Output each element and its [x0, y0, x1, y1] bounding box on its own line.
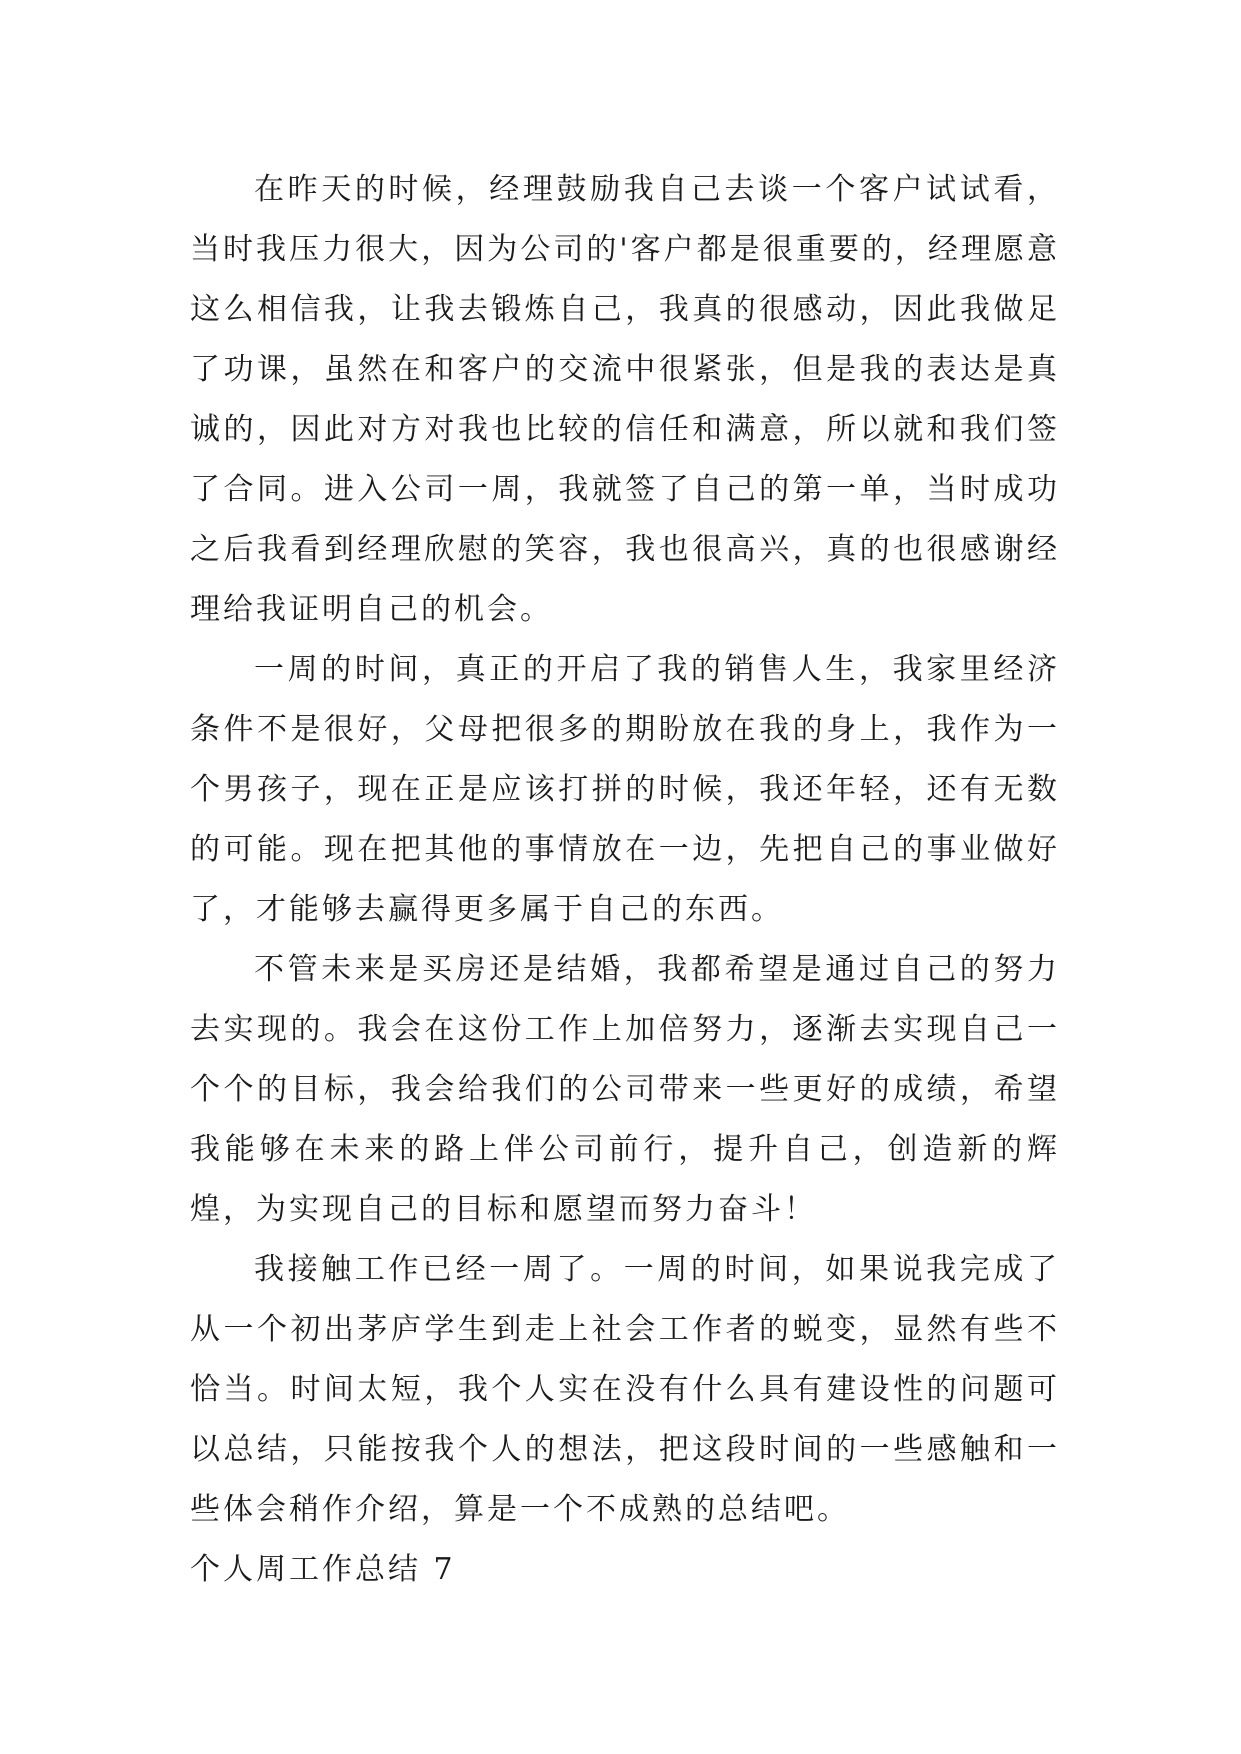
paragraph-2: 一周的时间，真正的开启了我的销售人生，我家里经济条件不是很好，父母把很多的期盼放在我的身上，我作为一个男孩子，现在正是应该打拼的时候，我还年轻，还有无数的可能。现在把其他的事情放在一边，先把自己的事业做好了，才能够去赢得更多属于自己的东西。 — [190, 652, 1060, 927]
paragraph-1: 在昨天的时候，经理鼓励我自己去谈一个客户试试看，当时我压力很大，因为公司的'客户都是很重要的，经理愿意这么相信我，让我去锻炼自己，我真的很感动，因此我做足了功课，虽然在和客户的交流中很紧张，但是我的表达是真诚的，因此对方对我也比较的信任和满意，所以就和我们签了合同。进入公司一周，我就签了自己的第一单，当时成功之后我看到经理欣慰的笑容，我也很高兴，真的也很感谢经理给我证明自己的机会。 — [190, 172, 1060, 627]
document-body — [190, 160, 1060, 1600]
paragraph-4: 我接触工作已经一周了。一周的时间，如果说我完成了从一个初出茅庐学生到走上社会工作者的蜕变，显然有些不恰当。时间太短，我个人实在没有什么具有建设性的问题可以总结，只能按我个人的想法，把这段时间的一些感触和一些体会稍作介绍，算是一个不成熟的总结吧。 — [190, 1252, 1060, 1527]
section-heading: 个人周工作总结 7 — [190, 1552, 456, 1587]
paragraph-3: 不管未来是买房还是结婚，我都希望是通过自己的努力去实现的。我会在这份工作上加倍努力，逐渐去实现自己一个个的目标，我会给我们的公司带来一些更好的成绩，希望我能够在未来的路上伴公司前行，提升自己，创造新的辉煌，为实现自己的目标和愿望而努力奋斗！ — [190, 952, 1060, 1227]
